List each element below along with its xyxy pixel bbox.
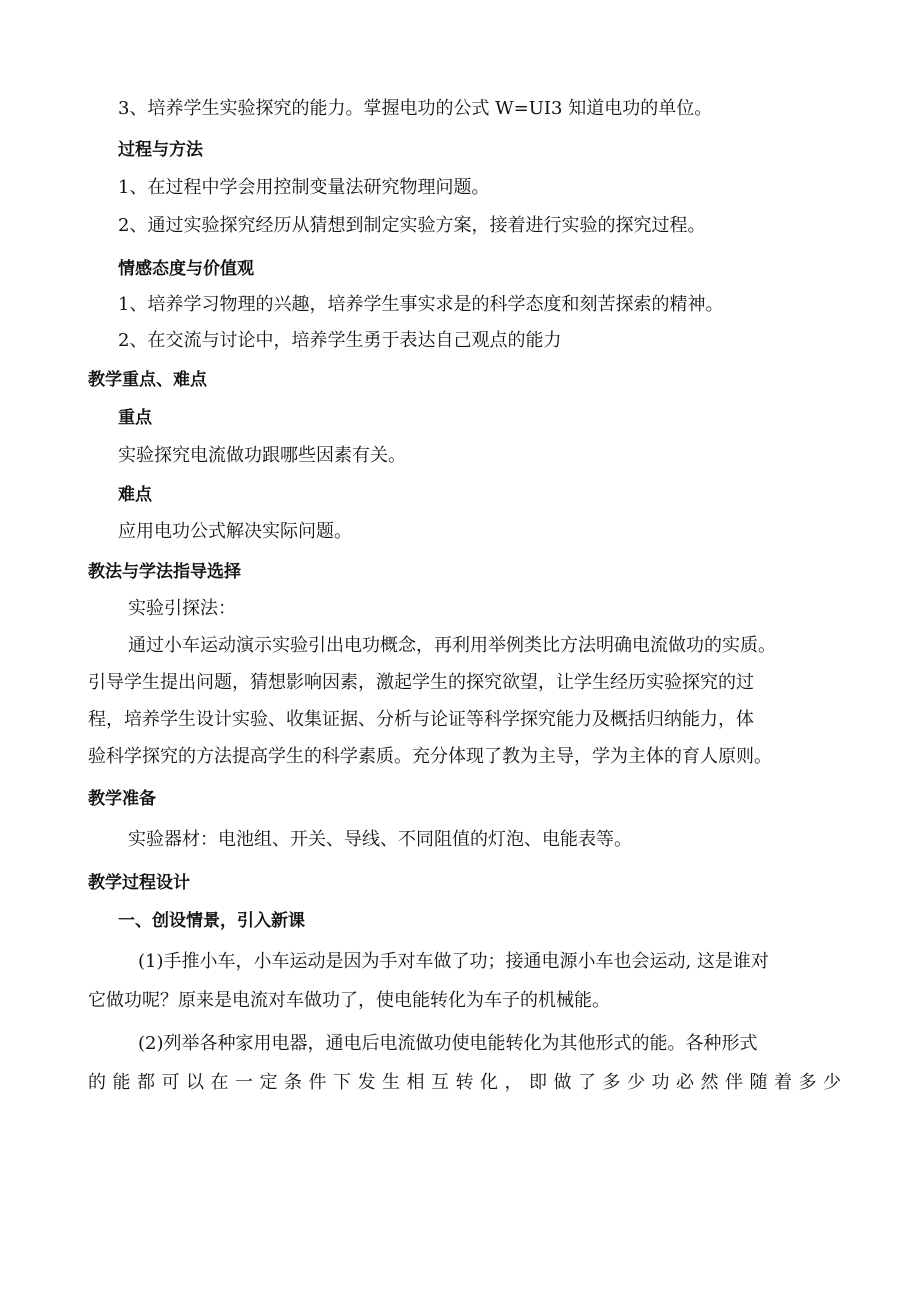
process-method-heading: 过程与方法 xyxy=(118,140,203,160)
method-paragraph-line-4: 验科学探究的方法提高学生的科学素质。充分体现了教为主导，学为主体的育人原则。 xyxy=(88,746,772,767)
method-paragraph-line-3: 程，培养学生设计实验、收集证据、分析与论证等科学探究能力及概括归纳能力，体 xyxy=(88,709,754,730)
process-item-1: 1、在过程中学会用控制变量法研究物理问题。 xyxy=(118,177,490,198)
step-1-heading: 一、创设情景，引入新课 xyxy=(118,911,305,931)
process-item-2: 2、通过实验探究经历从猜想到制定实验方案，接着进行实验的探究过程。 xyxy=(118,215,706,236)
step-1-paragraph-1-line-2: 它做功呢？原来是电流对车做功了，使电能转化为车子的机械能。 xyxy=(88,990,610,1011)
step-1-paragraph-1-line-1: (1)手推小车，小车运动是因为手对车做了功；接通电源小车也会运动, 这是谁对 xyxy=(138,951,769,972)
step-1-paragraph-2-line-1: (2)列举各种家用电器，通电后电流做功使电能转化为其他形式的能。各种形式 xyxy=(138,1033,758,1054)
method-paragraph-line-2: 引导学生提出问题，猜想影响因素，激起学生的探究欲望，让学生经历实验探究的过 xyxy=(88,672,754,693)
preparation-heading: 教学准备 xyxy=(88,789,156,809)
objective-3: 3、培养学生实验探究的能力。掌握电功的公式 W=UI3 知道电功的单位。 xyxy=(118,98,713,119)
difficulty-subheading: 难点 xyxy=(118,485,152,505)
method-name: 实验引探法： xyxy=(128,598,236,619)
emotion-item-2: 2、在交流与讨论中，培养学生勇于表达自己观点的能力 xyxy=(118,330,562,351)
step-1-paragraph-2-line-2: 的能都可以在一定条件下发生相互转化，即做了多少功必然伴随着多少 xyxy=(88,1072,848,1093)
process-design-heading: 教学过程设计 xyxy=(88,873,190,893)
emotion-heading: 情感态度与价值观 xyxy=(118,259,254,279)
key-point-text: 实验探究电流做功跟哪些因素有关。 xyxy=(118,445,406,466)
key-point-subheading: 重点 xyxy=(118,408,152,428)
difficulty-text: 应用电功公式解决实际问题。 xyxy=(118,521,352,542)
preparation-text: 实验器材：电池组、开关、导线、不同阻值的灯泡、电能表等。 xyxy=(128,829,632,850)
teaching-method-heading: 教法与学法指导选择 xyxy=(88,562,241,582)
method-paragraph-line-1: 通过小车运动演示实验引出电功概念，再利用举例类比方法明确电流做功的实质。 xyxy=(128,635,776,656)
emotion-item-1: 1、培养学习物理的兴趣，培养学生事实求是的科学态度和刻苦探索的精神。 xyxy=(118,294,724,315)
key-points-heading: 教学重点、难点 xyxy=(88,370,207,390)
